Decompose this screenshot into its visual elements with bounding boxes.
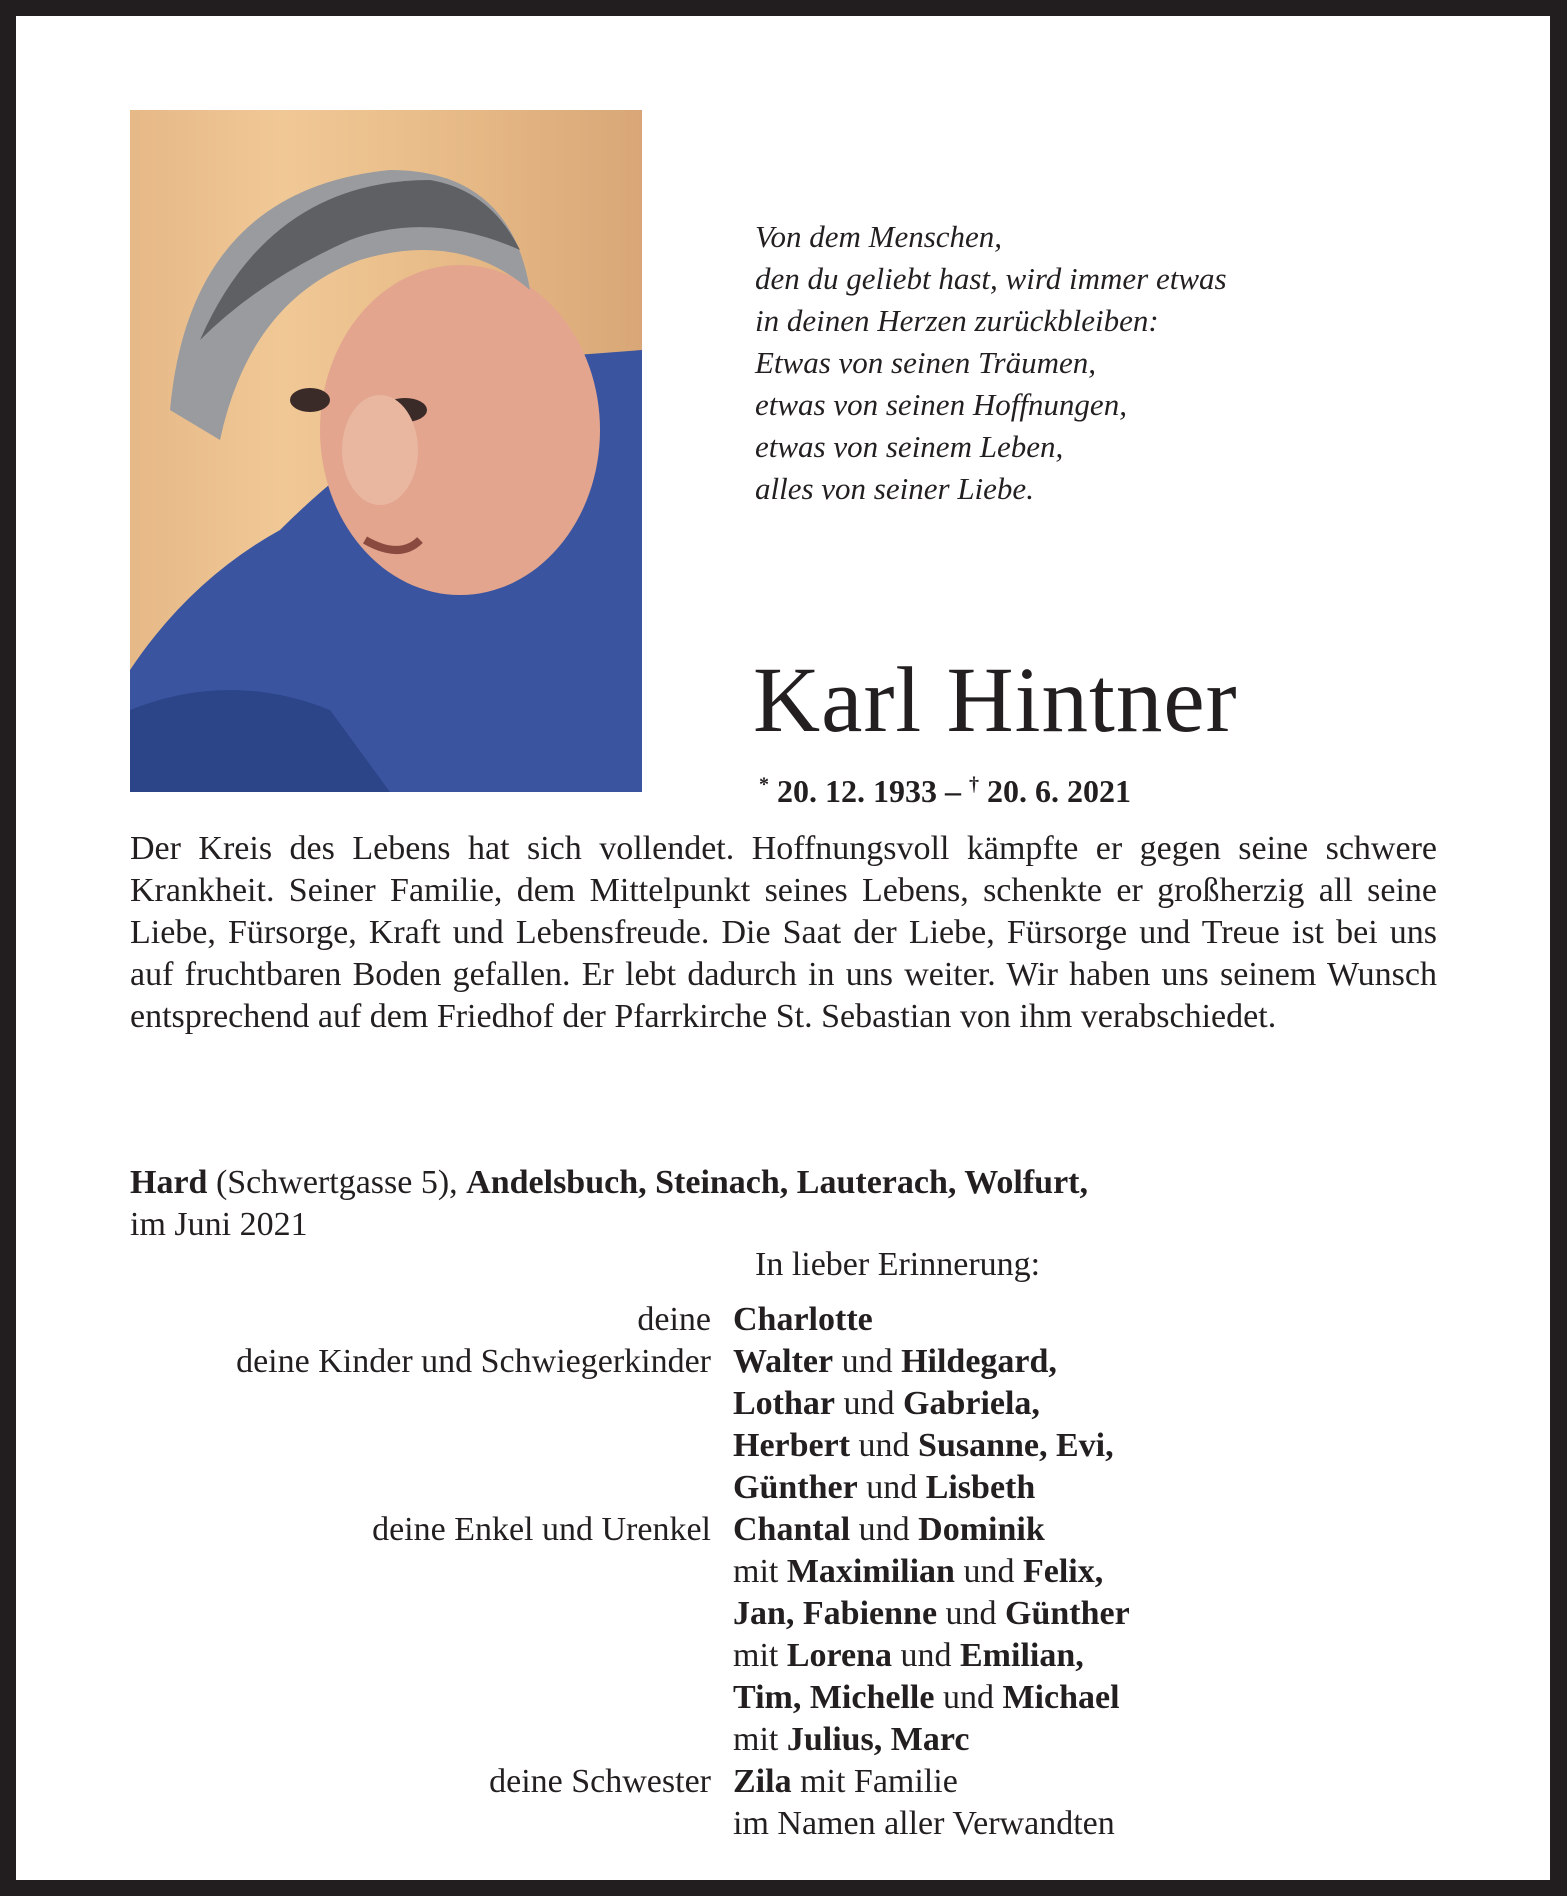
mourner-name: Michael — [1002, 1679, 1120, 1716]
connector-text: und — [892, 1637, 960, 1674]
in-memory-heading: In lieber Erinnerung: — [755, 1246, 1041, 1283]
relation-label — [16, 1593, 733, 1635]
mourner-name: Chantal — [733, 1511, 851, 1548]
relation-label: deine Schwester — [489, 1763, 711, 1800]
mourner-name: Felix, — [1022, 1553, 1104, 1590]
relation-label — [16, 1467, 733, 1509]
birth-date: 20. 12. 1933 — [777, 773, 937, 809]
mourner-name: Tim, Michelle — [733, 1679, 935, 1716]
poem-line: Von dem Menschen, — [755, 219, 1003, 254]
mourner-row — [16, 1425, 1550, 1467]
mourner-row — [16, 1761, 1550, 1803]
connector-text: und — [934, 1679, 1003, 1716]
poem — [755, 216, 1227, 510]
mourner-row — [16, 1593, 1550, 1635]
deceased-name: Karl Hintner — [753, 649, 1238, 752]
connector-text: und — [954, 1553, 1023, 1590]
mourner-names — [733, 1803, 1115, 1845]
relation-label — [16, 1425, 733, 1467]
relation-label — [16, 1719, 733, 1761]
connector-text: mit — [733, 1721, 787, 1758]
mourner-names — [733, 1299, 873, 1341]
mourner-name: Emilian, — [960, 1637, 1084, 1674]
mourner-name: Walter — [733, 1343, 834, 1380]
other-towns: Andelsbuch, Steinach, Lauterach, Wolfurt, — [466, 1164, 1088, 1201]
connector-text: mit Familie — [791, 1763, 958, 1800]
mourner-names — [733, 1593, 1130, 1635]
mourner-name: Maximilian — [786, 1553, 955, 1590]
mourner-names — [733, 1677, 1120, 1719]
mourner-names — [733, 1467, 1035, 1509]
connector-text: und — [850, 1427, 919, 1464]
mourner-name: Lisbeth — [925, 1469, 1036, 1506]
date-dash: – — [937, 773, 969, 809]
mourner-names — [733, 1761, 958, 1803]
mourner-row — [16, 1551, 1550, 1593]
death-symbol: † — [969, 773, 979, 796]
life-dates — [759, 773, 1131, 810]
mourner-name: Zila — [733, 1763, 792, 1800]
mourner-row — [16, 1341, 1550, 1383]
poem-line: etwas von seinem Leben, — [755, 429, 1064, 464]
connector-text: mit — [733, 1637, 787, 1674]
mourner-name: Günther — [733, 1469, 858, 1506]
relation-label — [16, 1383, 733, 1425]
obituary-page — [16, 16, 1550, 1880]
connector-text: und — [850, 1511, 919, 1548]
mourner-name: Jan, Fabienne — [733, 1595, 938, 1632]
mourner-name: Gabriela, — [903, 1385, 1040, 1422]
mourner-row — [16, 1509, 1550, 1551]
mourner-name: Hildegard, — [901, 1343, 1057, 1380]
mourner-row — [16, 1719, 1550, 1761]
mourner-names — [733, 1383, 1040, 1425]
mourner-row — [16, 1677, 1550, 1719]
obituary-text: Der Kreis des Lebens hat sich vollendet. Hoffnungsvoll kämpfte er gegen seine schwere Krankheit. Seiner Familie, dem Mittelpunkt seines Lebens, schenkte er großherzig all seine Liebe, Fürsorge, Kraft und Lebensfreude. Die Saat der Liebe, Fürsorge und Treue ist bei uns auf fruchtbaren Boden gefallen. Er lebt dadurch in uns weiter. Wir haben uns seinem Wunsch entsprechend auf dem Friedhof der Pfarrkirche St. Sebastian von ihm verabschiedet. — [130, 830, 1437, 1035]
mourner-names — [733, 1425, 1114, 1467]
date-line: im Juni 2021 — [130, 1206, 308, 1243]
mourner-row — [16, 1383, 1550, 1425]
birth-symbol: * — [759, 773, 769, 796]
connector-text: und — [937, 1595, 1006, 1632]
connector-text: im Namen aller Verwandten — [733, 1805, 1115, 1842]
mourner-name: Dominik — [918, 1511, 1045, 1548]
town: Hard — [130, 1164, 208, 1201]
mourner-name: Herbert — [733, 1427, 851, 1464]
relation-label: deine — [637, 1301, 711, 1338]
portrait-photo — [130, 110, 642, 792]
mourner-names — [733, 1719, 969, 1761]
connector-text: mit — [733, 1553, 787, 1590]
mourner-name: Lothar — [733, 1385, 835, 1422]
mourner-name: Susanne, Evi, — [918, 1427, 1114, 1464]
mourner-row — [16, 1299, 1550, 1341]
mourner-row — [16, 1803, 1550, 1845]
mourner-names — [733, 1551, 1103, 1593]
relation-label — [16, 1551, 733, 1593]
mourner-name: Günther — [1005, 1595, 1130, 1632]
relation-label — [16, 1635, 733, 1677]
mourner-names — [733, 1509, 1045, 1551]
relation-label — [16, 1677, 733, 1719]
place-and-date — [130, 1162, 1450, 1246]
relation-label: deine Kinder und Schwiegerkinder — [236, 1343, 711, 1380]
mourner-row — [16, 1467, 1550, 1509]
mourners-list — [16, 1299, 1550, 1845]
address: (Schwertgasse 5), — [207, 1164, 467, 1201]
poem-line: alles von seiner Liebe. — [755, 471, 1034, 506]
relation-label — [16, 1803, 733, 1845]
connector-text: und — [857, 1469, 926, 1506]
death-date: 20. 6. 2021 — [987, 773, 1131, 809]
mourner-names — [733, 1635, 1084, 1677]
poem-line: in deinen Herzen zurückbleiben: — [755, 303, 1159, 338]
portrait-illustration — [130, 110, 642, 792]
mourner-name: Charlotte — [733, 1301, 873, 1338]
relation-label: deine Enkel und Urenkel — [372, 1511, 711, 1548]
mourner-name: Julius, Marc — [786, 1721, 970, 1758]
mourner-row — [16, 1635, 1550, 1677]
poem-line: den du geliebt hast, wird immer etwas — [755, 261, 1227, 296]
mourner-name: Lorena — [786, 1637, 892, 1674]
connector-text: und — [833, 1343, 902, 1380]
connector-text: und — [835, 1385, 903, 1422]
poem-line: etwas von seinen Hoffnungen, — [755, 387, 1127, 422]
poem-line: Etwas von seinen Träumen, — [755, 345, 1096, 380]
mourner-names — [733, 1341, 1057, 1383]
